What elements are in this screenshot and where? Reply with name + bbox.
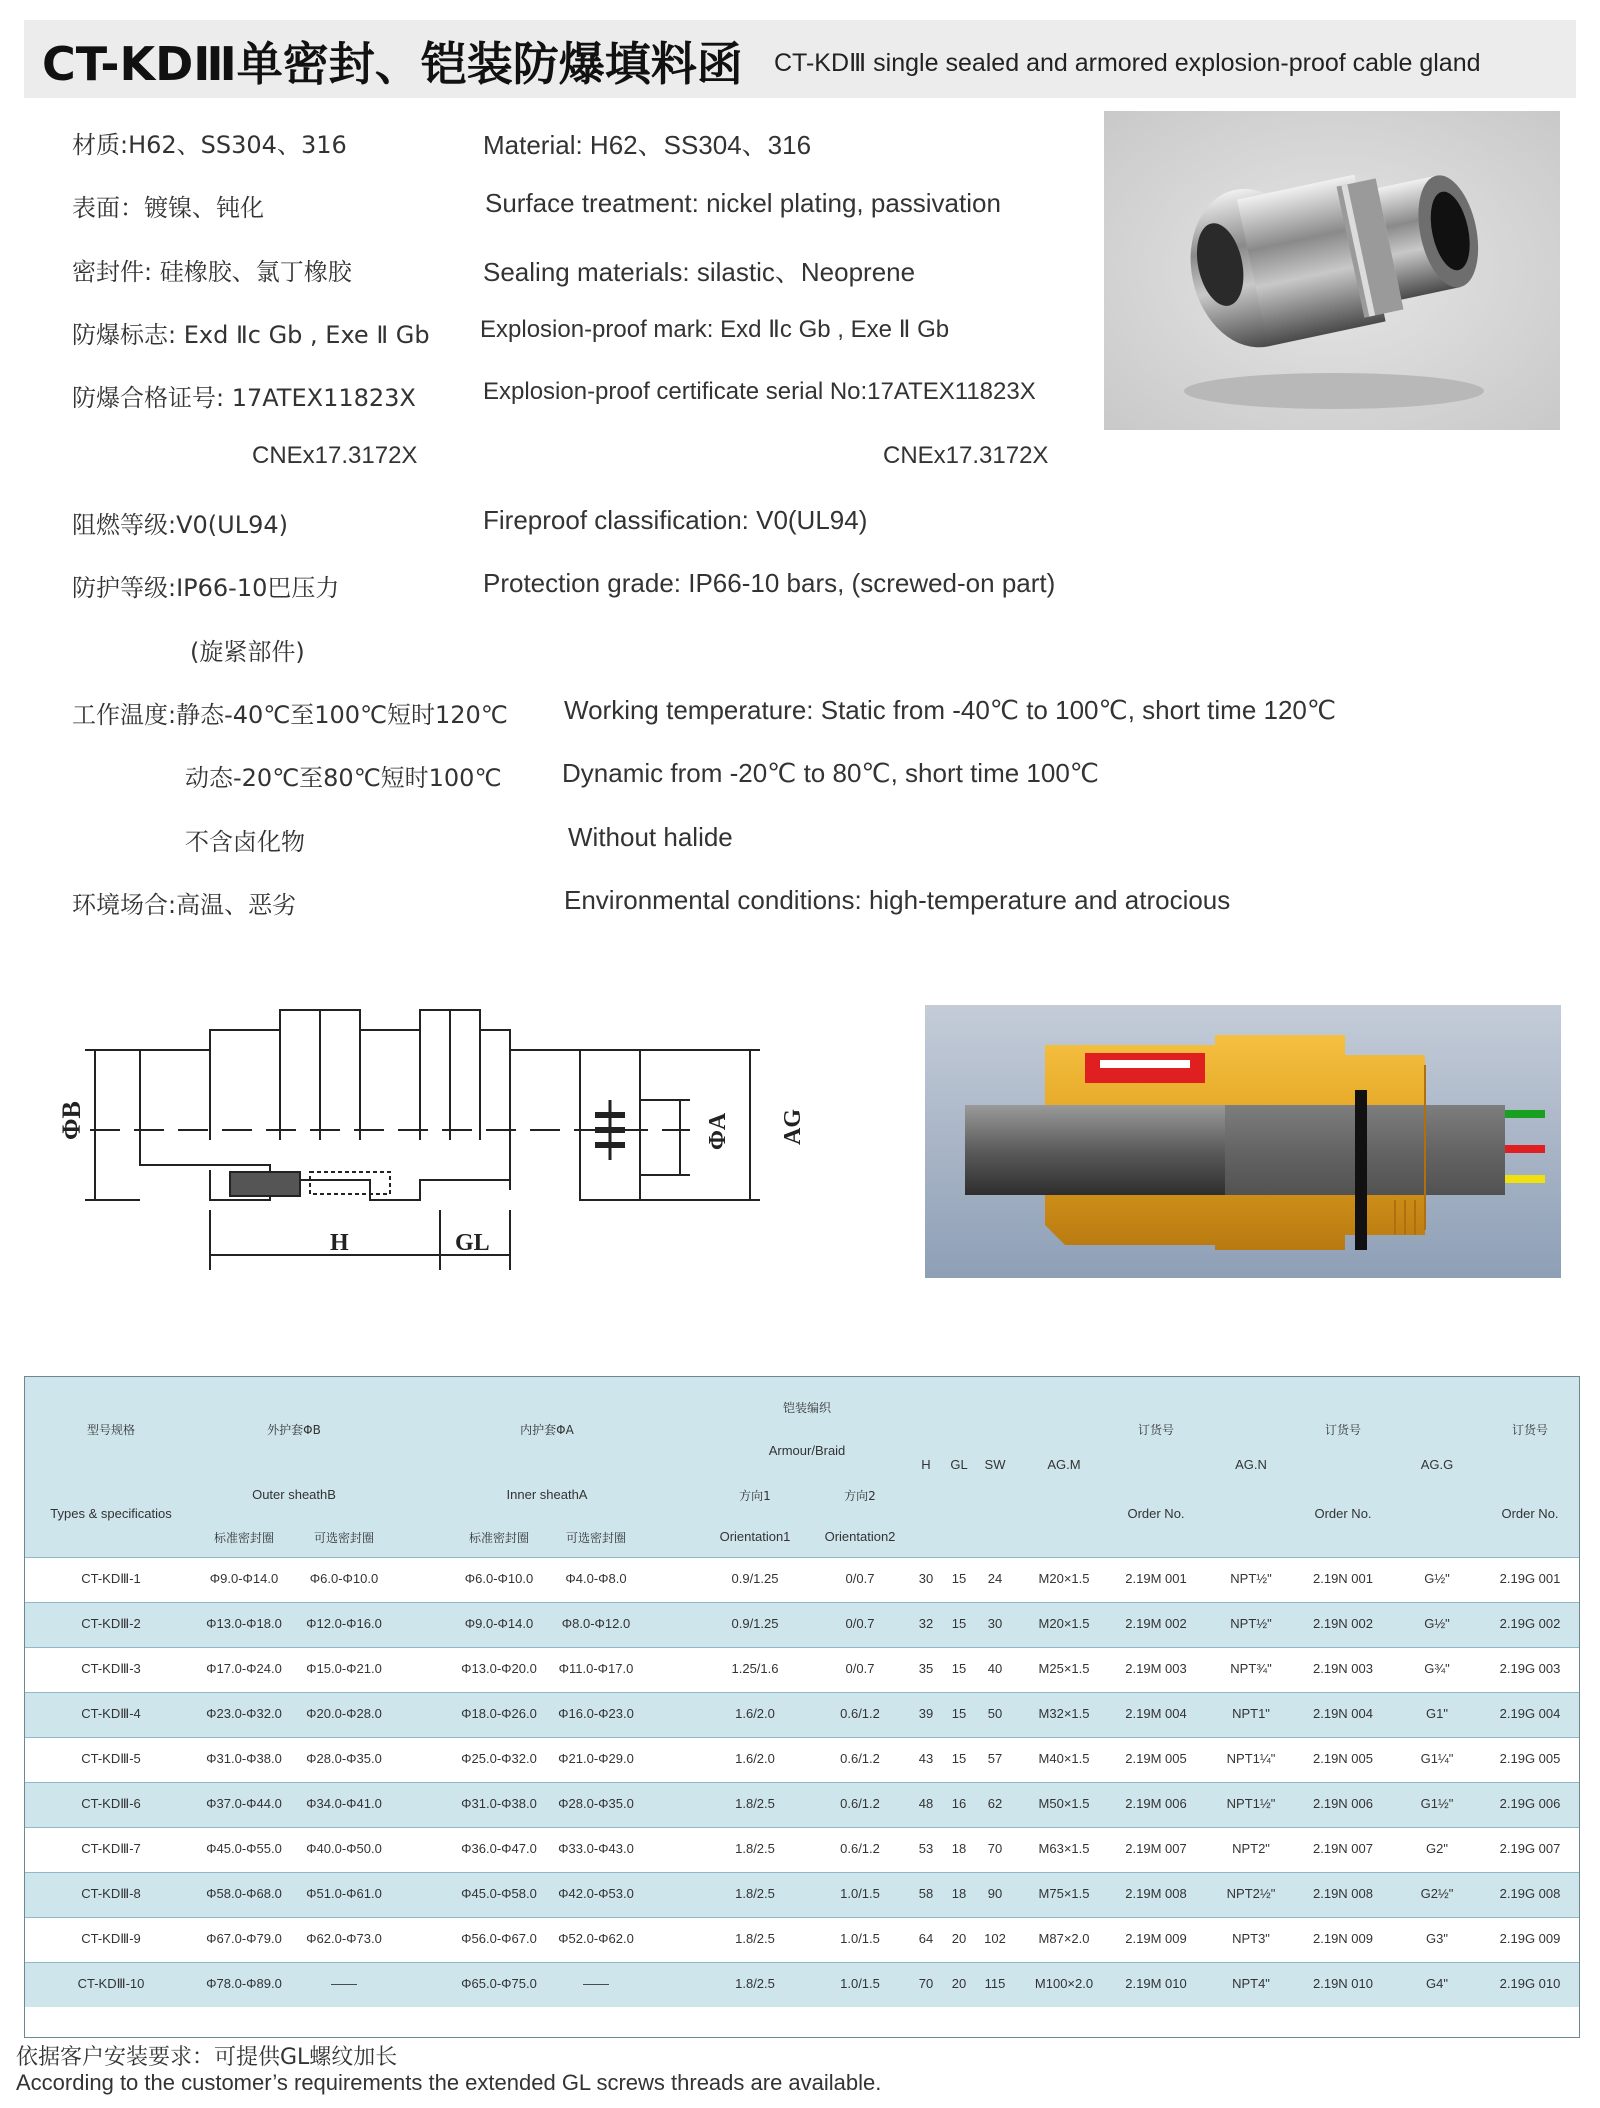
spec-sealing-en: Sealing materials: silastic、Neoprene (483, 257, 916, 287)
hdr-order-m-en: Order No. (1127, 1506, 1185, 1521)
table-cell: 2.19M 001 (1125, 1571, 1187, 1586)
product-photo (1104, 111, 1560, 430)
spec-material-en: Material: H62、SS304、316 (483, 130, 812, 160)
table-cell: Φ4.0-Φ8.0 (565, 1571, 627, 1586)
table-cell: 0.9/1.25 (731, 1616, 779, 1631)
table-cell: 2.19G 002 (1499, 1616, 1561, 1631)
table-cell: 2.19G 009 (1499, 1931, 1561, 1946)
table-cell: CT-KDⅢ-6 (81, 1796, 141, 1811)
table-cell: 18 (951, 1841, 967, 1856)
table-cell: 90 (987, 1886, 1003, 1901)
spec-cert2-en: CNEx17.3172X (883, 442, 1049, 469)
spec-fireproof-zh: 阻燃等级:V0(UL94) (72, 511, 288, 539)
table-row (25, 1647, 1579, 1692)
table-cell: Φ34.0-Φ41.0 (306, 1796, 382, 1811)
table-cell: Φ18.0-Φ26.0 (461, 1706, 537, 1721)
spec-ex-mark-zh: 防爆标志: Exd Ⅱc Gb , Exe Ⅱ Gb (72, 321, 430, 349)
table-cell: 30 (918, 1571, 934, 1586)
spec-ex-mark-en: Explosion-proof mark: Exd Ⅱc Gb , Exe Ⅱ Gb (480, 316, 950, 343)
table-cell: 18 (951, 1886, 967, 1901)
table-cell: Φ78.0-Φ89.0 (206, 1976, 282, 1991)
table-cell: 24 (987, 1571, 1003, 1586)
table-cell: 2.19N 008 (1313, 1886, 1373, 1901)
table-cell: Φ36.0-Φ47.0 (461, 1841, 537, 1856)
table-cell: 2.19G 007 (1499, 1841, 1561, 1856)
table-cell: 0/0.7 (845, 1616, 875, 1631)
table-row (25, 1557, 1579, 1602)
table-cell: 20 (951, 1976, 967, 1991)
table-row (25, 1827, 1579, 1872)
spec-material-zh: 材质:H62、SS304、316 (72, 131, 347, 159)
table-row (25, 1737, 1579, 1782)
table-cell: 30 (987, 1616, 1003, 1631)
table-cell: CT-KDⅢ-2 (81, 1616, 141, 1631)
table-row (25, 1602, 1579, 1647)
table-cell: 1.8/2.5 (735, 1886, 775, 1901)
table-cell: 2.19N 007 (1313, 1841, 1373, 1856)
table-cell: M87×2.0 (1038, 1931, 1090, 1946)
hdr-type-en: Types & specificatios (50, 1506, 172, 1521)
table-cell: CT-KDⅢ-10 (77, 1976, 145, 1991)
table-cell: Φ62.0-Φ73.0 (306, 1931, 382, 1946)
spec-protection2-zh: (旋紧部件) (190, 638, 305, 666)
spec-table (24, 1376, 1580, 2038)
table-cell: Φ16.0-Φ23.0 (558, 1706, 634, 1721)
table-row (25, 1917, 1579, 1962)
table-cell: Φ8.0-Φ12.0 (561, 1616, 631, 1631)
hdr-order-n-en: Order No. (1314, 1506, 1372, 1521)
table-cell: 70 (987, 1841, 1003, 1856)
table-cell: 0.6/1.2 (840, 1706, 880, 1721)
table-cell: 2.19N 004 (1313, 1706, 1373, 1721)
table-cell: Φ13.0-Φ18.0 (206, 1616, 282, 1631)
table-row (25, 1872, 1579, 1917)
table-cell: 1.6/2.0 (735, 1751, 775, 1766)
table-cell: 0.6/1.2 (840, 1841, 880, 1856)
table-cell: 2.19M 005 (1125, 1751, 1187, 1766)
table-cell: CT-KDⅢ-8 (81, 1886, 141, 1901)
table-cell: Φ25.0-Φ32.0 (461, 1751, 537, 1766)
spec-cert-zh: 防爆合格证号: 17ATEX11823X (72, 384, 416, 412)
table-cell: 2.19M 002 (1125, 1616, 1187, 1631)
table-cell: CT-KDⅢ-5 (81, 1751, 141, 1766)
table-row (25, 1962, 1579, 2007)
table-cell: CT-KDⅢ-1 (81, 1571, 141, 1586)
hdr-armour-en: Armour/Braid (768, 1443, 846, 1458)
table-cell: NPT¾" (1230, 1661, 1272, 1676)
table-cell: Φ56.0-Φ67.0 (461, 1931, 537, 1946)
table-cell: NPT1½" (1226, 1796, 1276, 1811)
table-cell: 1.8/2.5 (735, 1841, 775, 1856)
table-cell: 15 (951, 1616, 967, 1631)
spec-protection-en: Protection grade: IP66-10 bars, (screwed-on part) (483, 568, 1056, 598)
label-h: H (330, 1230, 349, 1256)
spec-fireproof-en: Fireproof classification: V0(UL94) (483, 505, 868, 535)
table-cell: Φ33.0-Φ43.0 (558, 1841, 634, 1856)
table-cell: M75×1.5 (1038, 1886, 1090, 1901)
spec-temp2-zh: 动态-20℃至80℃短时100℃ (185, 764, 502, 792)
table-cell: M20×1.5 (1038, 1616, 1090, 1631)
table-cell: 0.6/1.2 (840, 1751, 880, 1766)
table-cell: CT-KDⅢ-4 (81, 1706, 141, 1721)
table-cell: 2.19G 004 (1499, 1706, 1561, 1721)
table-cell: 0/0.7 (845, 1661, 875, 1676)
table-cell: 53 (918, 1841, 934, 1856)
table-cell: Φ31.0-Φ38.0 (206, 1751, 282, 1766)
table-cell: 43 (918, 1751, 934, 1766)
page-title-zh: CT-KDⅢ单密封、铠装防爆填料函 (42, 37, 743, 91)
hdr-type-zh: 型号规格 (86, 1423, 136, 1437)
table-cell: G2½" (1420, 1886, 1454, 1901)
table-cell: Φ17.0-Φ24.0 (206, 1661, 282, 1676)
table-cell: NPT1" (1232, 1706, 1270, 1721)
table-cell: M50×1.5 (1038, 1796, 1090, 1811)
hdr-order-g-zh: 订货号 (1511, 1423, 1549, 1437)
hdr-inner-opt: 可选密封圈 (565, 1531, 627, 1545)
table-cell: CT-KDⅢ-3 (81, 1661, 141, 1676)
table-cell: 1.0/1.5 (840, 1931, 880, 1946)
hdr-outer-zh: 外护套ΦB (267, 1423, 321, 1437)
table-cell: Φ28.0-Φ35.0 (306, 1751, 382, 1766)
table-cell: G1" (1426, 1706, 1448, 1721)
spec-environment-en: Environmental conditions: high-temperature and atrocious (564, 885, 1231, 915)
table-cell: 16 (951, 1796, 967, 1811)
table-cell: 2.19G 006 (1499, 1796, 1561, 1811)
table-cell: NPT2½" (1226, 1886, 1276, 1901)
table-cell: 15 (951, 1661, 967, 1676)
table-cell: Φ37.0-Φ44.0 (206, 1796, 282, 1811)
table-cell: M63×1.5 (1038, 1841, 1090, 1856)
table-cell: Φ9.0-Φ14.0 (209, 1571, 279, 1586)
hdr-dir1-zh: 方向1 (739, 1489, 771, 1503)
technical-drawing (57, 990, 870, 1294)
table-cell: 2.19M 008 (1125, 1886, 1187, 1901)
spec-cert-en: Explosion-proof certificate serial No:17ATEX11823X (483, 378, 1036, 405)
table-cell: Φ23.0-Φ32.0 (206, 1706, 282, 1721)
hdr-order-g-en: Order No. (1501, 1506, 1559, 1521)
table-cell: Φ21.0-Φ29.0 (558, 1751, 634, 1766)
table-cell: M20×1.5 (1038, 1571, 1090, 1586)
table-cell: 2.19M 003 (1125, 1661, 1187, 1676)
table-cell: Φ42.0-Φ53.0 (558, 1886, 634, 1901)
table-cell: 40 (987, 1661, 1003, 1676)
table-cell: 2.19G 005 (1499, 1751, 1561, 1766)
table-row (25, 1782, 1579, 1827)
hdr-order-m-zh: 订货号 (1137, 1423, 1175, 1437)
table-cell: 20 (951, 1931, 967, 1946)
note-en: According to the customer’s requirements the extended GL screws threads are available. (16, 2070, 882, 2095)
spec-surface-zh: 表面：镀镍、钝化 (72, 194, 264, 222)
table-cell: 2.19M 006 (1125, 1796, 1187, 1811)
hdr-dir2-en: Orientation2 (824, 1529, 896, 1544)
spec-protection-zh: 防护等级:IP66-10巴压力 (72, 574, 340, 602)
table-cell: Φ15.0-Φ21.0 (306, 1661, 382, 1676)
table-cell: NPT½" (1230, 1616, 1272, 1631)
table-cell: 57 (987, 1751, 1003, 1766)
table-cell: M32×1.5 (1038, 1706, 1090, 1721)
table-body (25, 1557, 1579, 2007)
table-cell: 2.19G 001 (1499, 1571, 1561, 1586)
hdr-outer-opt: 可选密封圈 (313, 1531, 375, 1545)
table-cell: 2.19N 002 (1313, 1616, 1373, 1631)
table-cell: Φ58.0-Φ68.0 (206, 1886, 282, 1901)
table-cell: 15 (951, 1571, 967, 1586)
table-cell: Φ11.0-Φ17.0 (558, 1661, 634, 1676)
table-cell: M100×2.0 (1034, 1976, 1094, 1991)
hdr-inner-std: 标准密封圈 (468, 1531, 530, 1545)
table-cell: 35 (918, 1661, 934, 1676)
table-cell: 2.19M 007 (1125, 1841, 1187, 1856)
table-cell: 0.9/1.25 (731, 1571, 779, 1586)
hdr-outer-std: 标准密封圈 (213, 1531, 275, 1545)
table-cell: 0/0.7 (845, 1571, 875, 1586)
table-cell: 39 (918, 1706, 934, 1721)
hdr-gl: GL (950, 1457, 968, 1472)
table-cell: Φ6.0-Φ10.0 (464, 1571, 534, 1586)
table-cell: Φ28.0-Φ35.0 (558, 1796, 634, 1811)
table-cell: M25×1.5 (1038, 1661, 1090, 1676)
hdr-order-n-zh: 订货号 (1324, 1423, 1362, 1437)
hdr-agm: AG.M (1047, 1457, 1081, 1472)
table-cell: Φ45.0-Φ55.0 (206, 1841, 282, 1856)
table-cell: 2.19M 009 (1125, 1931, 1187, 1946)
table-cell: G3" (1426, 1931, 1448, 1946)
hdr-agn: AG.N (1235, 1457, 1267, 1472)
hdr-h: H (921, 1457, 931, 1472)
table-cell: —— (583, 1976, 609, 1991)
table-cell: 2.19M 004 (1125, 1706, 1187, 1721)
table-cell: Φ65.0-Φ75.0 (461, 1976, 537, 1991)
table-cell: G2" (1426, 1841, 1448, 1856)
spec-halide-zh: 不含卤化物 (185, 828, 305, 856)
table-cell: Φ13.0-Φ20.0 (461, 1661, 537, 1676)
table-cell: Φ12.0-Φ16.0 (306, 1616, 382, 1631)
table-cell: 2.19N 010 (1313, 1976, 1373, 1991)
table-cell: 2.19G 003 (1499, 1661, 1561, 1676)
table-cell: NPT½" (1230, 1571, 1272, 1586)
label-phi-a: ΦA (705, 1112, 731, 1150)
spec-halide-en: Without halide (568, 822, 733, 852)
table-cell: 1.6/2.0 (735, 1706, 775, 1721)
label-gl: GL (455, 1230, 490, 1256)
cutaway-render (925, 1005, 1561, 1278)
table-cell: 15 (951, 1706, 967, 1721)
table-cell: 1.0/1.5 (840, 1976, 880, 1991)
table-cell: 2.19N 003 (1313, 1661, 1373, 1676)
table-cell: Φ51.0-Φ61.0 (306, 1886, 382, 1901)
label-phi-b: ΦB (57, 1101, 86, 1140)
note-zh: 依据客户安装要求：可提供GL螺纹加长 (16, 2045, 398, 2070)
table-cell: Φ45.0-Φ58.0 (461, 1886, 537, 1901)
table-cell: Φ40.0-Φ50.0 (306, 1841, 382, 1856)
table-cell: 50 (987, 1706, 1003, 1721)
table-cell: CT-KDⅢ-9 (81, 1931, 141, 1946)
table-cell: 48 (918, 1796, 934, 1811)
hdr-inner-en: Inner sheathA (506, 1487, 588, 1502)
table-cell: 1.25/1.6 (731, 1661, 779, 1676)
table-cell: 2.19N 001 (1313, 1571, 1373, 1586)
hdr-sw: SW (984, 1457, 1006, 1472)
page-title-en: CT-KDⅢ single sealed and armored explosion-proof cable gland (774, 49, 1481, 77)
table-cell: NPT4" (1232, 1976, 1270, 1991)
table-cell: 1.0/1.5 (840, 1886, 880, 1901)
table-cell: NPT3" (1232, 1931, 1270, 1946)
table-cell: Φ9.0-Φ14.0 (464, 1616, 534, 1631)
hdr-agg: AG.G (1420, 1457, 1454, 1472)
spec-surface-en: Surface treatment: nickel plating, passivation (485, 188, 1001, 218)
label-ag: AG (780, 1109, 806, 1145)
hdr-dir2-zh: 方向2 (844, 1489, 876, 1503)
table-cell: 2.19N 006 (1313, 1796, 1373, 1811)
hdr-outer-en: Outer sheathB (252, 1487, 336, 1502)
table-cell: G½" (1424, 1616, 1450, 1631)
table-cell: NPT2" (1232, 1841, 1270, 1856)
table-cell: CT-KDⅢ-7 (81, 1841, 141, 1856)
table-cell: 58 (918, 1886, 934, 1901)
hdr-dir1-en: Orientation1 (719, 1529, 791, 1544)
table-cell: —— (331, 1976, 357, 1991)
table-cell: M40×1.5 (1038, 1751, 1090, 1766)
table-cell: G4" (1426, 1976, 1448, 1991)
spec-temp-zh: 工作温度:静态-40℃至100℃短时120℃ (72, 701, 508, 729)
table-cell: 64 (918, 1931, 934, 1946)
table-cell: Φ31.0-Φ38.0 (461, 1796, 537, 1811)
spec-cert2-zh: CNEx17.3172X (252, 442, 418, 469)
table-cell: G½" (1424, 1571, 1450, 1586)
spec-temp-en: Working temperature: Static from -40℃ to 100℃, short time 120℃ (564, 695, 1337, 725)
table-cell: 2.19N 009 (1313, 1931, 1373, 1946)
spec-temp2-en: Dynamic from -20℃ to 80℃, short time 100℃ (562, 758, 1099, 788)
spec-environment-zh: 环境场合:高温、恶劣 (72, 891, 297, 919)
hdr-armour-zh: 铠装编织 (782, 1401, 832, 1415)
table-cell: 62 (987, 1796, 1003, 1811)
table-cell: Φ20.0-Φ28.0 (306, 1706, 382, 1721)
table-cell: 1.8/2.5 (735, 1931, 775, 1946)
table-cell: 1.8/2.5 (735, 1796, 775, 1811)
table-cell: NPT1¼" (1226, 1751, 1276, 1766)
table-cell: 2.19N 005 (1313, 1751, 1373, 1766)
table-cell: G1½" (1420, 1796, 1454, 1811)
table-cell: 70 (918, 1976, 934, 1991)
hdr-inner-zh: 内护套ΦA (520, 1423, 574, 1437)
table-row (25, 1692, 1579, 1737)
table-cell: 15 (951, 1751, 967, 1766)
table-cell: 0.6/1.2 (840, 1796, 880, 1811)
table-cell: Φ6.0-Φ10.0 (309, 1571, 379, 1586)
table-cell: 2.19G 008 (1499, 1886, 1561, 1901)
table-cell: Φ67.0-Φ79.0 (206, 1931, 282, 1946)
table-cell: 102 (984, 1931, 1006, 1946)
table-cell: G¾" (1424, 1661, 1450, 1676)
table-cell: 1.8/2.5 (735, 1976, 775, 1991)
table-cell: 2.19M 010 (1125, 1976, 1187, 1991)
spec-sealing-zh: 密封件: 硅橡胶、氯丁橡胶 (72, 258, 352, 286)
table-cell: G1¼" (1420, 1751, 1454, 1766)
table-cell: Φ52.0-Φ62.0 (558, 1931, 634, 1946)
table-cell: 2.19G 010 (1499, 1976, 1561, 1991)
table-cell: 115 (984, 1976, 1006, 1991)
table-cell: 32 (918, 1616, 934, 1631)
